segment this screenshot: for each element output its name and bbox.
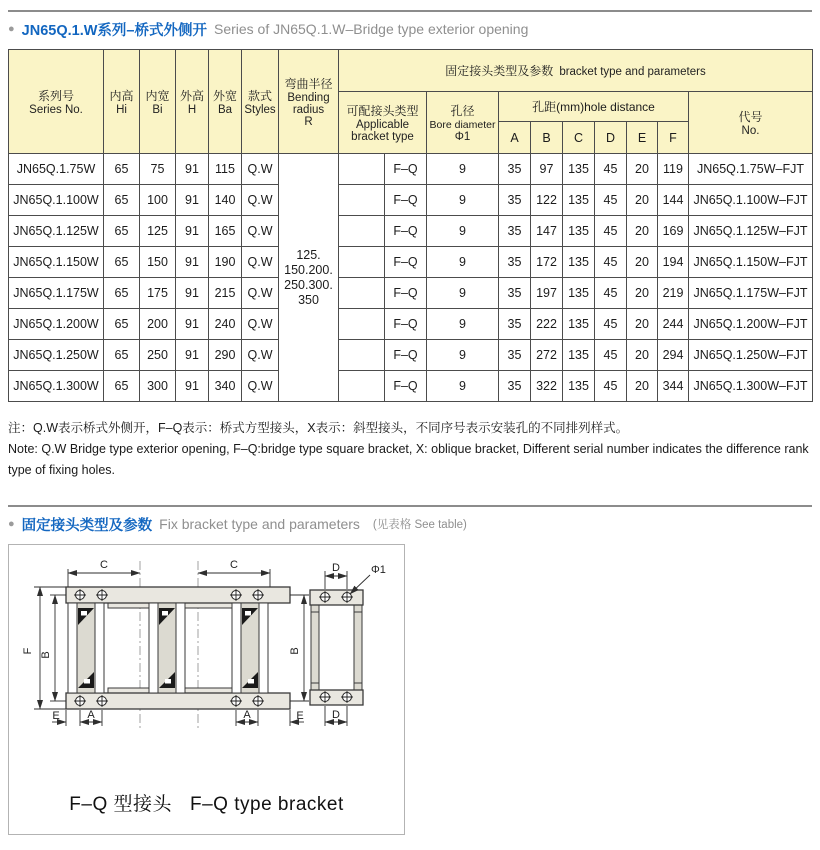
dim-label-a: A bbox=[242, 709, 251, 721]
cell-bore: 9 bbox=[427, 340, 499, 371]
col-header-bore-diameter: 孔径 Bore diameter Φ1 bbox=[427, 92, 499, 154]
cell-bore: 9 bbox=[427, 371, 499, 402]
cell-h: 91 bbox=[176, 309, 209, 340]
cell-bi: 150 bbox=[140, 247, 176, 278]
bullet-icon: ● bbox=[8, 22, 15, 35]
cell-b: 122 bbox=[531, 185, 563, 216]
cell-h: 91 bbox=[176, 340, 209, 371]
spec-table bbox=[8, 49, 813, 402]
cell-d: 45 bbox=[595, 154, 627, 185]
section1-title-en: Series of JN65Q.1.W–Bridge type exterior opening bbox=[213, 21, 529, 37]
note-line-en: Note: Q.W Bridge type exterior opening, F–Q:bridge type square bracket, X: oblique bracket, Different serial number indicates the difference rank type of fixing holes. bbox=[8, 442, 809, 477]
cell-ba: 115 bbox=[209, 154, 242, 185]
col-header-code: 代号 No. bbox=[689, 92, 813, 154]
cell-code: JN65Q.1.300W–FJT bbox=[689, 371, 813, 402]
table-row bbox=[9, 154, 813, 185]
cell-a: 35 bbox=[499, 371, 531, 402]
cell-ba: 340 bbox=[209, 371, 242, 402]
col-header-hole-distance: 孔距(mm)hole distance bbox=[499, 92, 689, 122]
cell-style: Q.W bbox=[242, 340, 279, 371]
cell-style: Q.W bbox=[242, 371, 279, 402]
cell-spacer bbox=[339, 340, 385, 371]
cell-ba: 190 bbox=[209, 247, 242, 278]
dim-label-f: F bbox=[21, 647, 34, 655]
cell-d: 45 bbox=[595, 278, 627, 309]
cell-spacer bbox=[339, 278, 385, 309]
table-row bbox=[9, 309, 813, 340]
cell-b: 197 bbox=[531, 278, 563, 309]
col-header-f: F bbox=[658, 122, 689, 154]
cell-series: JN65Q.1.125W bbox=[9, 216, 104, 247]
col-header-ba: 外宽 Ba bbox=[209, 50, 242, 154]
cell-code: JN65Q.1.100W–FJT bbox=[689, 185, 813, 216]
col-header-a: A bbox=[499, 122, 531, 154]
cell-h: 91 bbox=[176, 371, 209, 402]
dim-label-a: A bbox=[86, 709, 95, 721]
cell-style: Q.W bbox=[242, 309, 279, 340]
note-line-zh: 注：Q.W表示桥式外侧开，F–Q表示：桥式方型接头，X表示：斜型接头，不同序号表示安装孔的不同排列样式。 bbox=[8, 421, 629, 435]
cell-a: 35 bbox=[499, 309, 531, 340]
cell-h: 91 bbox=[176, 278, 209, 309]
cell-series: JN65Q.1.75W bbox=[9, 154, 104, 185]
cell-hi: 65 bbox=[104, 185, 140, 216]
col-header-bracket-group: 固定接头类型及参数 bracket type and parameters bbox=[339, 50, 813, 92]
table-row bbox=[9, 371, 813, 402]
cell-f: 144 bbox=[658, 185, 689, 216]
cell-bracket: F–Q bbox=[385, 371, 427, 402]
cell-bi: 125 bbox=[140, 216, 176, 247]
cell-bi: 175 bbox=[140, 278, 176, 309]
cell-d: 45 bbox=[595, 185, 627, 216]
cell-d: 45 bbox=[595, 371, 627, 402]
cell-series: JN65Q.1.250W bbox=[9, 340, 104, 371]
cell-e: 20 bbox=[627, 371, 658, 402]
cell-e: 20 bbox=[627, 247, 658, 278]
cell-ba: 290 bbox=[209, 340, 242, 371]
dim-label-d: D bbox=[331, 562, 340, 574]
dim-label-e: E bbox=[51, 710, 60, 722]
cell-c: 135 bbox=[563, 185, 595, 216]
cell-bore: 9 bbox=[427, 309, 499, 340]
cell-code: JN65Q.1.250W–FJT bbox=[689, 340, 813, 371]
cell-bore: 9 bbox=[427, 185, 499, 216]
cell-code: JN65Q.1.200W–FJT bbox=[689, 309, 813, 340]
col-header-c: C bbox=[563, 122, 595, 154]
col-header-d: D bbox=[595, 122, 627, 154]
cell-style: Q.W bbox=[242, 278, 279, 309]
dim-label-c: C bbox=[229, 559, 238, 571]
cell-a: 35 bbox=[499, 340, 531, 371]
cell-bracket: F–Q bbox=[385, 185, 427, 216]
section1-heading bbox=[8, 17, 812, 41]
cell-f: 119 bbox=[658, 154, 689, 185]
section1-title-zh: JN65Q.1.W系列–桥式外侧开 bbox=[21, 22, 207, 39]
cell-b: 322 bbox=[531, 371, 563, 402]
cell-spacer bbox=[339, 247, 385, 278]
cell-d: 45 bbox=[595, 340, 627, 371]
cell-hi: 65 bbox=[104, 216, 140, 247]
cell-hi: 65 bbox=[104, 371, 140, 402]
col-header-bending-radius: 弯曲半径 Bending radius R bbox=[279, 50, 339, 154]
notes bbox=[8, 418, 812, 481]
cell-f: 244 bbox=[658, 309, 689, 340]
cell-b: 172 bbox=[531, 247, 563, 278]
cell-ba: 215 bbox=[209, 278, 242, 309]
cell-code: JN65Q.1.150W–FJT bbox=[689, 247, 813, 278]
cell-hi: 65 bbox=[104, 340, 140, 371]
cell-style: Q.W bbox=[242, 247, 279, 278]
diagram-caption-en: F–Q type bracket bbox=[190, 794, 344, 815]
cell-bracket: F–Q bbox=[385, 309, 427, 340]
top-divider bbox=[8, 10, 812, 12]
cell-b: 222 bbox=[531, 309, 563, 340]
cell-code: JN65Q.1.75W–FJT bbox=[689, 154, 813, 185]
cell-bi: 300 bbox=[140, 371, 176, 402]
cell-ba: 240 bbox=[209, 309, 242, 340]
cell-f: 194 bbox=[658, 247, 689, 278]
cell-e: 20 bbox=[627, 185, 658, 216]
cell-bore: 9 bbox=[427, 154, 499, 185]
col-header-bi: 内宽 Bi bbox=[140, 50, 176, 154]
col-header-applicable-bracket: 可配接头类型 Applicable bracket type bbox=[339, 92, 427, 154]
table-body bbox=[9, 154, 813, 402]
dim-label-d: D bbox=[331, 709, 340, 721]
cell-a: 35 bbox=[499, 247, 531, 278]
cell-bore: 9 bbox=[427, 247, 499, 278]
cell-bi: 75 bbox=[140, 154, 176, 185]
cell-bending-radius: 125. 150.200. 250.300. 350 bbox=[279, 154, 339, 402]
bracket-diagram-box bbox=[8, 544, 405, 835]
table-row bbox=[9, 247, 813, 278]
cell-spacer bbox=[339, 154, 385, 185]
cell-bracket: F–Q bbox=[385, 278, 427, 309]
cell-series: JN65Q.1.300W bbox=[9, 371, 104, 402]
cell-bi: 200 bbox=[140, 309, 176, 340]
cell-spacer bbox=[339, 371, 385, 402]
table-row bbox=[9, 185, 813, 216]
col-header-b: B bbox=[531, 122, 563, 154]
cell-e: 20 bbox=[627, 154, 658, 185]
cell-c: 135 bbox=[563, 371, 595, 402]
cell-c: 135 bbox=[563, 247, 595, 278]
cell-d: 45 bbox=[595, 216, 627, 247]
cell-f: 294 bbox=[658, 340, 689, 371]
cell-f: 169 bbox=[658, 216, 689, 247]
table-row bbox=[9, 278, 813, 309]
bullet-icon: ● bbox=[8, 517, 15, 530]
cell-b: 97 bbox=[531, 154, 563, 185]
cell-d: 45 bbox=[595, 247, 627, 278]
section2-title-en: Fix bracket type and parameters bbox=[159, 516, 360, 532]
cell-e: 20 bbox=[627, 278, 658, 309]
cell-c: 135 bbox=[563, 309, 595, 340]
cell-bore: 9 bbox=[427, 216, 499, 247]
cell-e: 20 bbox=[627, 309, 658, 340]
dim-label-b: B bbox=[39, 651, 52, 659]
cell-bi: 100 bbox=[140, 185, 176, 216]
cell-style: Q.W bbox=[242, 154, 279, 185]
cell-series: JN65Q.1.150W bbox=[9, 247, 104, 278]
cell-spacer bbox=[339, 216, 385, 247]
cell-style: Q.W bbox=[242, 216, 279, 247]
table-header bbox=[9, 50, 813, 154]
cell-hi: 65 bbox=[104, 309, 140, 340]
dim-label-e: E bbox=[295, 710, 304, 722]
cell-f: 344 bbox=[658, 371, 689, 402]
cell-ba: 165 bbox=[209, 216, 242, 247]
cell-hi: 65 bbox=[104, 278, 140, 309]
cell-a: 35 bbox=[499, 278, 531, 309]
cell-style: Q.W bbox=[242, 185, 279, 216]
cell-ba: 140 bbox=[209, 185, 242, 216]
cell-code: JN65Q.1.125W–FJT bbox=[689, 216, 813, 247]
cell-series: JN65Q.1.175W bbox=[9, 278, 104, 309]
cell-series: JN65Q.1.100W bbox=[9, 185, 104, 216]
cell-e: 20 bbox=[627, 216, 658, 247]
cell-bore: 9 bbox=[427, 278, 499, 309]
cell-b: 147 bbox=[531, 216, 563, 247]
cell-hi: 65 bbox=[104, 154, 140, 185]
section2-title-zh: 固定接头类型及参数 bbox=[21, 517, 153, 534]
col-header-styles: 款式 Styles bbox=[242, 50, 279, 154]
cell-h: 91 bbox=[176, 185, 209, 216]
cell-bracket: F–Q bbox=[385, 340, 427, 371]
cell-hi: 65 bbox=[104, 247, 140, 278]
cell-a: 35 bbox=[499, 185, 531, 216]
diagram-caption bbox=[60, 789, 352, 816]
dim-label-b: B bbox=[288, 647, 301, 655]
cell-c: 135 bbox=[563, 278, 595, 309]
table-row bbox=[9, 216, 813, 247]
cell-d: 45 bbox=[595, 309, 627, 340]
table-row bbox=[9, 340, 813, 371]
section2-heading bbox=[8, 512, 812, 536]
cell-b: 272 bbox=[531, 340, 563, 371]
cell-h: 91 bbox=[176, 247, 209, 278]
col-header-series: 系列号 Series No. bbox=[9, 50, 104, 154]
cell-bracket: F–Q bbox=[385, 154, 427, 185]
col-header-h: 外高 H bbox=[176, 50, 209, 154]
cell-bracket: F–Q bbox=[385, 216, 427, 247]
cell-a: 35 bbox=[499, 216, 531, 247]
cell-h: 91 bbox=[176, 154, 209, 185]
dim-label-c: C bbox=[99, 559, 108, 571]
cell-h: 91 bbox=[176, 216, 209, 247]
cell-series: JN65Q.1.200W bbox=[9, 309, 104, 340]
cell-f: 219 bbox=[658, 278, 689, 309]
bracket-technical-drawing bbox=[10, 553, 404, 733]
diagram-caption-zh: F–Q 型接头 bbox=[69, 794, 172, 815]
cell-spacer bbox=[339, 185, 385, 216]
section2-see-table-note: (见表格 See table) bbox=[372, 519, 467, 531]
cell-spacer bbox=[339, 309, 385, 340]
cell-code: JN65Q.1.175W–FJT bbox=[689, 278, 813, 309]
cell-bracket: F–Q bbox=[385, 247, 427, 278]
cell-bi: 250 bbox=[140, 340, 176, 371]
section2-divider bbox=[8, 505, 812, 507]
dim-label-phi1: Φ1 bbox=[370, 564, 386, 576]
cell-c: 135 bbox=[563, 340, 595, 371]
col-header-e: E bbox=[627, 122, 658, 154]
cell-c: 135 bbox=[563, 216, 595, 247]
col-header-hi: 内高 Hi bbox=[104, 50, 140, 154]
cell-e: 20 bbox=[627, 340, 658, 371]
cell-a: 35 bbox=[499, 154, 531, 185]
cell-c: 135 bbox=[563, 154, 595, 185]
